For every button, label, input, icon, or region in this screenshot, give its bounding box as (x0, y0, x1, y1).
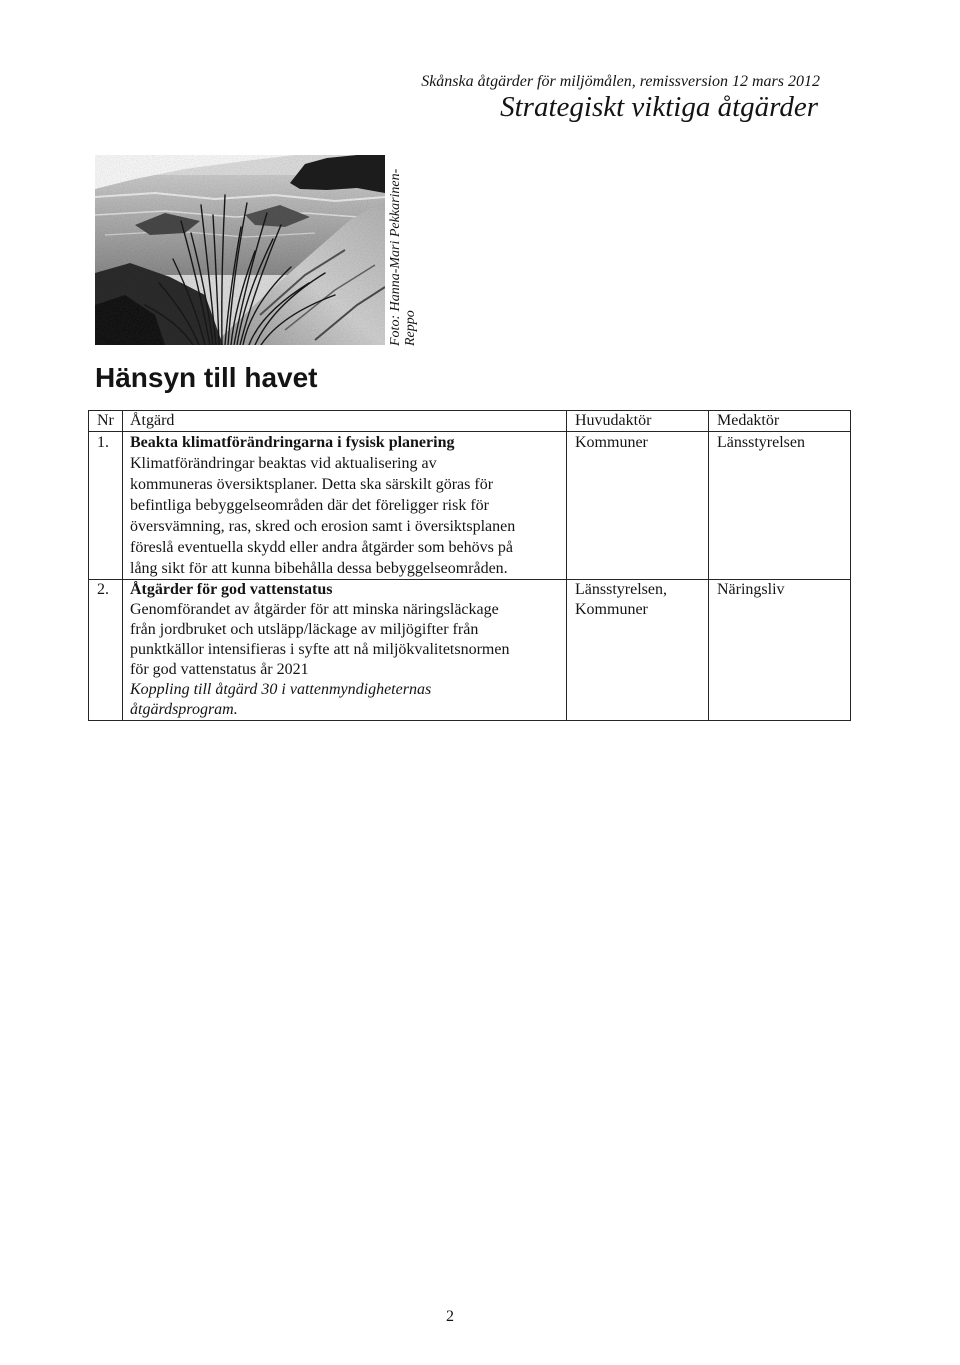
action-text-line: punktkällor intensifieras i syfte att nå miljökvalitetsnormen (130, 641, 510, 658)
header-atgard: Åtgärd (123, 411, 567, 432)
table-header-row (89, 411, 851, 432)
table-row (89, 432, 851, 580)
action-text-line: från jordbruket och utsläpp/läckage av miljögifter från (130, 621, 479, 638)
action-text-line: befintliga bebyggelseområden där det föreligger risk för (130, 497, 489, 514)
page-title: Strategiskt viktiga åtgärder (500, 91, 818, 123)
action-text-line: Klimatförändringar beaktas vid aktualisering av (130, 455, 437, 472)
header-huvudaktor: Huvudaktör (567, 411, 709, 432)
row-action (123, 580, 567, 721)
row-medaktor: Länsstyrelsen (709, 432, 851, 580)
huvudaktor-line: Kommuner (575, 434, 648, 451)
document-subtitle: Skånska åtgärder för miljömålen, remissversion 12 mars 2012 (421, 73, 820, 90)
action-text-line: för god vattenstatus år 2021 (130, 661, 309, 678)
header-medaktor: Medaktör (709, 411, 851, 432)
action-text-line: kommuneras översiktsplaner. Detta ska särskilt göras för (130, 476, 494, 493)
action-text-line: översvämning, ras, skred och erosion samt i översiktsplanen (130, 518, 516, 535)
photo-credit-line: Foto: Hanna-Mari Pekkarinen- (388, 168, 403, 346)
row-huvudaktor (567, 580, 709, 721)
photo-credit-line: Reppo (403, 310, 418, 346)
action-text-line: lång sikt för att kunna bibehålla dessa bebyggelseområden. (130, 560, 508, 577)
row-huvudaktor (567, 432, 709, 580)
action-text-line: Genomförandet av åtgärder för att minska näringsläckage (130, 601, 499, 618)
action-text-line: föreslå eventuella skydd eller andra åtgärder som behövs på (130, 539, 513, 556)
photo-credit (388, 168, 420, 346)
huvudaktor-line: Länsstyrelsen, (575, 581, 667, 598)
row-action (123, 432, 567, 580)
action-reference-line: Koppling till åtgärd 30 i vattenmyndigheternas (130, 681, 432, 698)
page-number: 2 (446, 1308, 454, 1325)
row-number: 1. (89, 432, 123, 580)
action-reference-line: åtgärdsprogram. (130, 701, 238, 718)
action-title: Åtgärder för god vattenstatus (130, 581, 333, 598)
row-medaktor: Näringsliv (709, 580, 851, 721)
header-nr: Nr (89, 411, 123, 432)
huvudaktor-line: Kommuner (575, 601, 648, 618)
table-row (89, 580, 851, 721)
actions-table (88, 410, 851, 721)
row-number: 2. (89, 580, 123, 721)
section-heading: Hänsyn till havet (95, 362, 318, 393)
coastal-photo (95, 155, 385, 345)
action-title: Beakta klimatförändringarna i fysisk planering (130, 434, 455, 451)
